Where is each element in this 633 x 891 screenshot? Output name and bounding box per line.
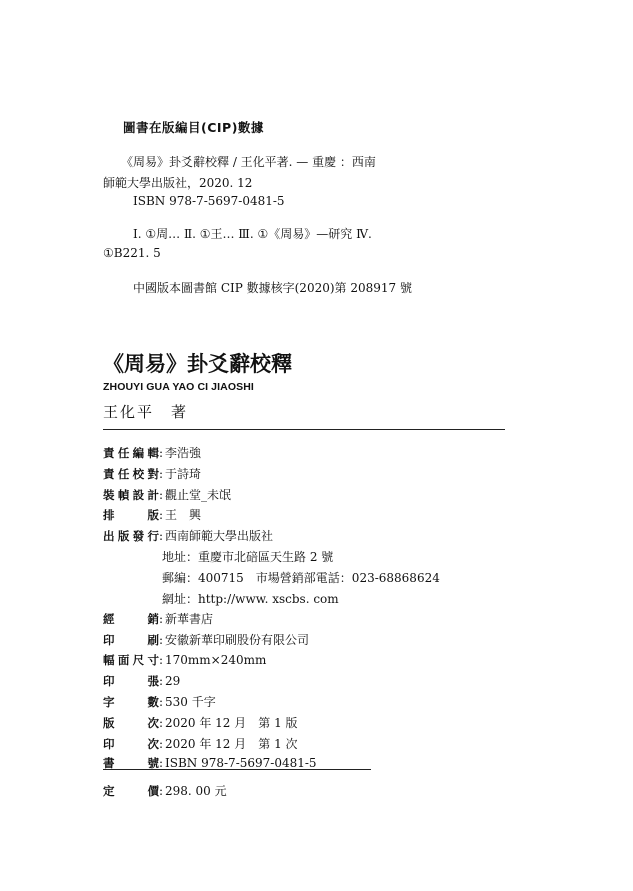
design-value: 觀止堂_未氓: [165, 488, 232, 502]
size-label: 幅面尺寸: [103, 653, 159, 667]
cip-classification-line: Ⅰ. ①周… Ⅱ. ①王… Ⅲ. ①《周易》—研究 Ⅳ.: [133, 227, 372, 241]
colon: :: [159, 737, 164, 751]
colophon-typesetting: [103, 506, 201, 523]
edition-value: 2020 年 12 月 第 1 版: [165, 716, 298, 730]
colon: :: [159, 467, 164, 481]
colophon-edition: [103, 714, 298, 731]
typesetting-label: 排版: [103, 508, 159, 522]
colon: :: [159, 695, 164, 709]
impression-label: 印次: [103, 737, 159, 751]
sheets-value: 29: [165, 674, 181, 688]
impression-value: 2020 年 12 月 第 1 次: [165, 737, 298, 751]
colon: :: [159, 488, 164, 502]
book-subtitle: ZHOUYI GUA YAO CI JIAOSHI: [103, 381, 254, 393]
publisher-postcode-phone: 郵編：400715 市場營銷部電話：023-68868624: [162, 571, 440, 585]
words-value: 530 千字: [165, 695, 216, 709]
distributor-value: 新華書店: [165, 612, 214, 626]
colon: :: [159, 653, 164, 667]
colophon-proofreader: [103, 465, 201, 482]
cip-title-line: 《周易》卦爻辭校釋 / 王化平著. — 重慶 ：西南: [121, 155, 376, 169]
cip-publisher-line: 師範大學出版社，2020. 12: [103, 176, 253, 190]
isbn-value: ISBN 978-7-5697-0481-5: [165, 756, 317, 770]
publisher-address: 地址：重慶市北碚區天生路 2 號: [162, 550, 334, 564]
price-label: 定價: [103, 784, 159, 798]
publisher-website: 網址：http://www. xscbs. com: [162, 592, 339, 606]
colon: :: [159, 716, 164, 730]
book-title: 《周易》卦爻辭校釋: [103, 351, 292, 376]
printer-value: 安徽新華印刷股份有限公司: [165, 633, 310, 647]
colon: :: [159, 529, 164, 543]
colophon-price: [103, 782, 227, 799]
proofreader-label: 責任校對: [103, 467, 159, 481]
colon: :: [159, 756, 164, 770]
cip-record-number: 中國版本圖書館 CIP 數據核字(2020)第 208917 號: [133, 281, 412, 295]
colophon-design: [103, 486, 231, 503]
book-author: 王化平 著: [103, 403, 189, 421]
colon: :: [159, 674, 164, 688]
cip-classification-code: ①B221. 5: [103, 246, 161, 260]
top-divider: [103, 429, 505, 430]
colon: :: [159, 612, 164, 626]
colophon-printer: [103, 631, 309, 648]
edition-label: 版次: [103, 716, 159, 730]
isbn-label: 書號: [103, 756, 159, 770]
typesetting-value: 王 興: [165, 508, 202, 522]
editor-value: 李浩強: [165, 446, 202, 460]
colophon-distributor: [103, 610, 213, 627]
colon: :: [159, 508, 164, 522]
sheets-label: 印張: [103, 674, 159, 688]
publisher-value: 西南師範大學出版社: [165, 529, 274, 543]
colon: :: [159, 784, 164, 798]
colophon-size: [103, 652, 266, 668]
bottom-divider: [103, 769, 371, 770]
price-value: 298. 00 元: [165, 784, 227, 798]
colon: :: [159, 446, 164, 460]
colophon-impression: [103, 735, 298, 752]
editor-label: 責任編輯: [103, 446, 159, 460]
distributor-label: 經銷: [103, 612, 159, 626]
design-label: 裝幀設計: [103, 488, 159, 502]
printer-label: 印刷: [103, 633, 159, 647]
colophon-words: [103, 693, 216, 710]
publisher-label: 出版發行: [103, 529, 159, 543]
cip-isbn: ISBN 978-7-5697-0481-5: [133, 194, 285, 208]
words-label: 字數: [103, 695, 159, 709]
colon: :: [159, 633, 164, 647]
proofreader-value: 于詩琦: [165, 467, 202, 481]
colophon-publisher: [103, 527, 273, 544]
cip-heading: 圖書在版編目(CIP)數據: [123, 120, 264, 135]
size-value: 170mm×240mm: [165, 653, 267, 667]
colophon-sheets: [103, 673, 180, 689]
colophon-editor: [103, 444, 201, 461]
